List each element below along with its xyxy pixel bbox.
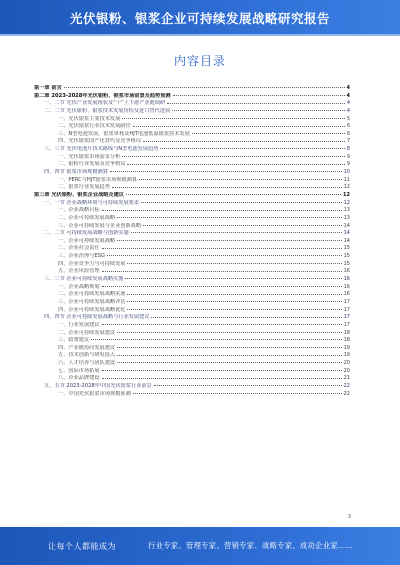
toc-entry-title: 六、人才培养与团队建设 xyxy=(58,360,116,367)
toc-entry-title: 一、行业发展建议 xyxy=(58,321,100,328)
toc-entry-page: 4 xyxy=(346,107,350,114)
toc-leader-dots xyxy=(122,156,345,157)
toc-entry[interactable] xyxy=(34,360,350,368)
toc-entry-title: 四、企业可持续发展战略优化 xyxy=(58,306,126,313)
toc-leader-dots xyxy=(172,110,345,111)
toc-entry-title: 三、政策建议 xyxy=(58,337,90,344)
toc-entry-page: 4 xyxy=(346,85,350,91)
toc-entry-title: 五、五节 2023-2028年中国光伏银浆行业前景 xyxy=(44,382,152,389)
toc-entry[interactable] xyxy=(34,352,350,360)
toc-entry-title: 七、国际市场拓展 xyxy=(58,367,100,374)
toc-entry-page: 9 xyxy=(346,153,350,160)
toc-leader-dots xyxy=(143,141,345,142)
toc-entry[interactable] xyxy=(34,146,350,154)
toc-entry-title: 四、光伏银浆国产化替代及竞争格局 xyxy=(58,138,142,145)
toc-entry[interactable] xyxy=(34,307,350,315)
toc-entry-page: 6 xyxy=(346,123,350,130)
toc-entry-page: 20 xyxy=(343,360,350,367)
toc-entry-page: 13 xyxy=(343,207,350,214)
toc-leader-dots xyxy=(173,95,345,96)
toc-entry[interactable] xyxy=(34,391,350,399)
toc-entry-title: 第一章 前言 xyxy=(34,85,62,91)
toc-entry-title: 一、中国光伏银浆市场规模预测 xyxy=(58,390,131,397)
toc-leader-dots xyxy=(117,332,342,333)
toc-entry-page: 22 xyxy=(343,390,350,397)
toc-entry[interactable] xyxy=(34,330,350,338)
toc-leader-dots xyxy=(102,271,342,272)
toc-entry-page: 11 xyxy=(343,176,350,183)
toc-entry-title: 三、企业治理与ESG xyxy=(58,253,105,260)
toc-entry-page: 16 xyxy=(343,268,350,275)
toc-entry-title: 一、PERC与HJT银浆市场规模测算 xyxy=(58,176,138,183)
toc-leader-dots xyxy=(133,393,342,394)
toc-entry[interactable] xyxy=(34,337,350,345)
toc-entry[interactable] xyxy=(34,276,350,284)
toc-entry[interactable] xyxy=(34,123,350,131)
toc-entry-title: 二、企业可持续发展战略实施 xyxy=(58,291,126,298)
toc-leader-dots xyxy=(122,118,345,119)
report-header xyxy=(0,0,400,34)
toc-entry-page: 17 xyxy=(343,314,350,321)
toc-entry-page: 6 xyxy=(346,130,350,137)
toc-entry-page: 17 xyxy=(343,298,350,305)
table-of-contents xyxy=(34,85,350,398)
toc-entry[interactable] xyxy=(34,375,350,383)
toc-entry-title: 一、企业战略目标 xyxy=(58,207,100,214)
toc-entry[interactable] xyxy=(34,85,350,93)
toc-entry-title: 二、光伏银浆行业技术发展路径 xyxy=(58,123,131,130)
toc-entry-page: 10 xyxy=(343,169,350,176)
toc-leader-dots xyxy=(117,240,342,241)
toc-leader-dots xyxy=(102,286,342,287)
toc-entry-title: 四、四节 银浆市场规模测算 xyxy=(44,169,108,176)
toc-leader-dots xyxy=(133,126,345,127)
toc-entry-page: 14 xyxy=(343,230,350,237)
toc-leader-dots xyxy=(117,217,342,218)
toc-entry-title: 一、光伏银浆市场需求分析 xyxy=(58,153,121,160)
footer-slogan: 让每个人都能成为 xyxy=(48,542,116,551)
toc-entry-page: 18 xyxy=(343,329,350,336)
toc-entry[interactable] xyxy=(34,138,350,146)
toc-entry-page: 21 xyxy=(343,375,350,382)
toc-leader-dots xyxy=(127,294,341,295)
toc-entry-title: 二、二节 光伏银粉、银浆技术发展历程及进口替代进展 xyxy=(44,107,171,114)
toc-entry[interactable] xyxy=(34,268,350,276)
toc-entry-page: 15 xyxy=(343,260,350,267)
toc-entry[interactable] xyxy=(34,108,350,116)
toc-leader-dots xyxy=(64,87,345,88)
toc-entry-title: 五、技术创新与研发投入 xyxy=(58,352,116,359)
toc-entry-page: 17 xyxy=(343,321,350,328)
toc-entry[interactable] xyxy=(34,245,350,253)
toc-leader-dots xyxy=(141,202,342,203)
toc-entry-title: 二、企业社会责任 xyxy=(58,245,100,252)
toc-entry-page: 7 xyxy=(346,138,350,145)
toc-entry-page: 18 xyxy=(343,337,350,344)
toc-entry[interactable] xyxy=(34,177,350,185)
toc-entry-title: 一、光伏银浆主要技术发展 xyxy=(58,115,121,122)
toc-entry[interactable] xyxy=(34,169,350,177)
toc-entry-title: 三、N型电池发展，银浆单耗及HJT电池低温银浆技术发展 xyxy=(58,130,190,137)
toc-leader-dots xyxy=(131,232,342,233)
toc-entry-page: 15 xyxy=(343,245,350,252)
toc-entry-page: 19 xyxy=(343,352,350,359)
toc-entry[interactable] xyxy=(34,261,350,269)
toc-entry-title: 一、一节 企业战略环境与可持续发展要求 xyxy=(44,199,140,206)
toc-entry[interactable] xyxy=(34,100,350,108)
toc-entry[interactable] xyxy=(34,299,350,307)
page-number: 3 xyxy=(347,514,351,520)
toc-entry-page: 12 xyxy=(343,184,350,191)
toc-entry-title: 八、企业品牌建设 xyxy=(58,375,100,382)
toc-leader-dots xyxy=(102,378,342,379)
toc-leader-dots xyxy=(154,385,342,386)
footer-tagline: 行业专家、管理专家、营销专家、战略专家、成功企业家…… xyxy=(148,541,354,550)
toc-entry[interactable] xyxy=(34,230,350,238)
toc-entry-title: 四、四节 企业可持续发展战略与行业发展建议 xyxy=(44,314,150,321)
toc-leader-dots xyxy=(102,370,342,371)
toc-entry-title: 三、企业可持续发展与企业创新战略 xyxy=(58,222,142,229)
toc-entry-title: 三、企业可持续发展战略评估 xyxy=(58,298,126,305)
toc-entry-page: 14 xyxy=(343,222,350,229)
toc-entry[interactable] xyxy=(34,192,350,200)
toc-heading: 内容目录 xyxy=(173,54,226,68)
toc-entry-page: 4 xyxy=(346,92,350,99)
toc-entry[interactable] xyxy=(34,345,350,353)
toc-entry-title: 第二章 2023-2028年光伏银粉、银浆市场前景及趋势预测 xyxy=(34,92,171,99)
header-divider xyxy=(0,34,400,36)
toc-entry-title: 四、企业竞争力与可持续发展 xyxy=(58,260,126,267)
toc-entry-page: 9 xyxy=(346,161,350,168)
toc-entry-title: 四、产业链协同发展建议 xyxy=(58,344,116,351)
toc-entry-title: 二、企业可持续发展战略 xyxy=(58,214,116,221)
toc-entry[interactable] xyxy=(34,291,350,299)
toc-entry-page: 4 xyxy=(346,100,350,107)
toc-entry-page: 14 xyxy=(343,237,350,244)
report-footer xyxy=(0,527,400,565)
toc-entry[interactable] xyxy=(34,161,350,169)
toc-leader-dots xyxy=(117,347,342,348)
toc-leader-dots xyxy=(91,339,341,340)
toc-entry[interactable] xyxy=(34,223,350,231)
toc-entry[interactable] xyxy=(34,184,350,192)
toc-leader-dots xyxy=(125,278,341,279)
toc-leader-dots xyxy=(127,309,341,310)
toc-entry[interactable] xyxy=(34,116,350,124)
toc-entry-title: 一、二节 光伏产业发展现状及“十”上下游产业链调研 xyxy=(44,100,166,107)
toc-leader-dots xyxy=(112,187,342,188)
toc-entry[interactable] xyxy=(34,238,350,246)
toc-entry-page: 20 xyxy=(343,367,350,374)
toc-entry[interactable] xyxy=(34,207,350,215)
toc-entry-page: 5 xyxy=(346,115,350,122)
toc-entry-page: 16 xyxy=(343,291,350,298)
toc-leader-dots xyxy=(160,148,344,149)
toc-entry-page: 22 xyxy=(343,382,350,389)
toc-entry-page: 19 xyxy=(343,344,350,351)
toc-entry[interactable] xyxy=(34,93,350,101)
toc-entry[interactable] xyxy=(34,131,350,139)
toc-entry-title: 一、企业战略规划 xyxy=(58,283,100,290)
toc-entry-page: 8 xyxy=(346,146,350,153)
toc-entry-title: 二、二节 可持续发展战略与创新实施 xyxy=(44,230,129,237)
toc-leader-dots xyxy=(127,164,344,165)
toc-entry[interactable] xyxy=(34,314,350,322)
toc-entry-title: 二、企业可持续发展建议 xyxy=(58,329,116,336)
toc-leader-dots xyxy=(102,248,342,249)
toc-leader-dots xyxy=(127,263,341,264)
toc-leader-dots xyxy=(167,103,345,104)
toc-entry-title: 五、企业风险管理 xyxy=(58,268,100,275)
toc-entry[interactable] xyxy=(34,284,350,292)
report-title: 光伏银粉、银浆企业可持续发展战略研究报告 xyxy=(69,11,330,26)
toc-entry[interactable] xyxy=(34,200,350,208)
toc-entry[interactable] xyxy=(34,215,350,223)
toc-entry[interactable] xyxy=(34,383,350,391)
toc-leader-dots xyxy=(107,255,342,256)
toc-leader-dots xyxy=(139,179,342,180)
toc-entry-page: 16 xyxy=(343,276,350,283)
toc-leader-dots xyxy=(192,133,345,134)
toc-entry-page: 12 xyxy=(343,191,350,198)
toc-leader-dots xyxy=(117,362,342,363)
toc-entry[interactable] xyxy=(34,322,350,330)
toc-leader-dots xyxy=(102,210,342,211)
toc-entry[interactable] xyxy=(34,154,350,162)
toc-entry[interactable] xyxy=(34,253,350,261)
toc-entry[interactable] xyxy=(34,368,350,376)
toc-leader-dots xyxy=(117,355,342,356)
toc-leader-dots xyxy=(102,324,342,325)
toc-entry-title: 三、三节 企业可持续发展战略实施 xyxy=(44,276,124,283)
toc-entry-title: 第三章 光伏银粉、银浆企业战略及建议 xyxy=(34,191,124,198)
toc-entry-title: 一、企业可持续发展战略 xyxy=(58,237,116,244)
toc-entry-page: 13 xyxy=(343,214,350,221)
toc-entry-title: 二、银粉行业发展及竞争格局 xyxy=(58,161,126,168)
toc-leader-dots xyxy=(127,301,341,302)
toc-entry-page: 15 xyxy=(343,253,350,260)
toc-leader-dots xyxy=(126,194,341,195)
toc-leader-dots xyxy=(143,225,342,226)
toc-leader-dots xyxy=(151,317,341,318)
toc-entry-page: 12 xyxy=(343,199,350,206)
toc-entry-page: 17 xyxy=(343,306,350,313)
toc-leader-dots xyxy=(110,171,342,172)
toc-entry-page: 16 xyxy=(343,283,350,290)
toc-entry-title: 三、三节 光伏电池片技术路线与N型电池发展趋势 xyxy=(44,146,159,153)
toc-entry-title: 二、银浆行业发展趋势 xyxy=(58,184,110,191)
